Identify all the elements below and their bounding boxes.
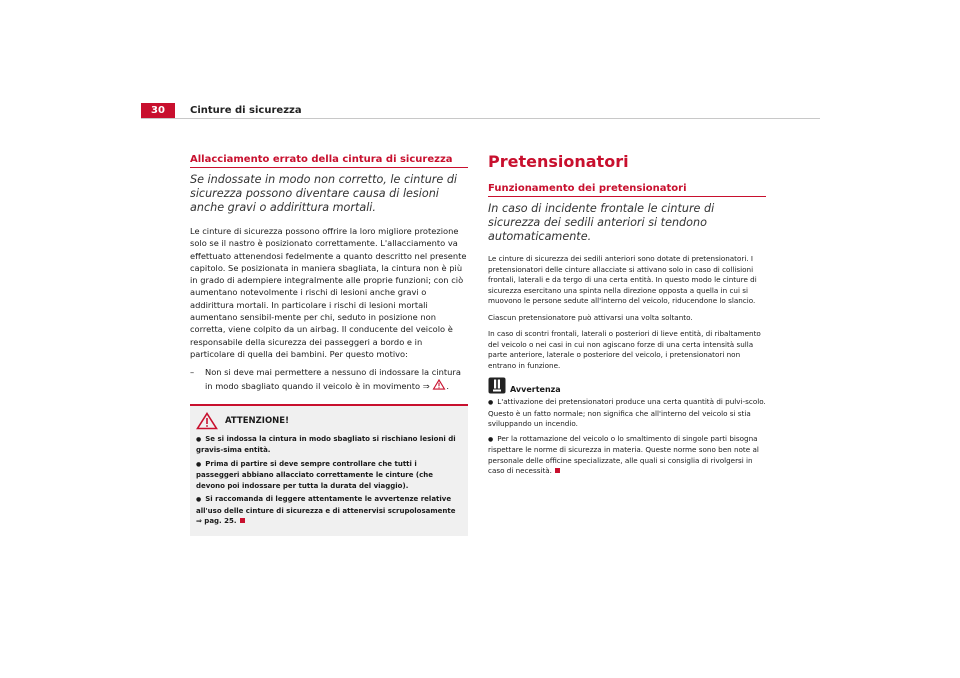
section-title-funzionamento: Funzionamento dei pretensionatori [488, 183, 766, 197]
note-label: Avvertenza [510, 385, 561, 394]
left-column [190, 154, 468, 536]
right-column [488, 154, 766, 481]
warning-item: ● Se si indossa la cintura in modo sbagliato si rischiano lesioni di gravis-sima entità. [196, 434, 456, 455]
warning-header [196, 412, 462, 430]
info-note-icon [488, 377, 506, 394]
chapter-title: Cinture di sicurezza [190, 105, 302, 116]
warning-item: ● Prima di partire si deve sempre controllare che tutti i passeggeri abbiano allacciato correttamente le cinture (che devono poi indossare per tutta la durata del viaggio). [196, 459, 433, 490]
note-header [488, 377, 766, 394]
section-title-allacciamento: Allacciamento errato della cintura di sicurezza [190, 154, 468, 168]
dash-item-text: Non si deve mai permettere a nessuno di indossare la cintura in modo sbagliato quando il veicolo è in movimento ⇒ [205, 367, 461, 391]
warning-item: ● Si raccomanda di leggere attentamente le avvertenze relative all'uso delle cinture di sicurezza e di attenervisi scrupolosamente ⇒ pag. 25. [196, 495, 456, 526]
note-item: ● Per la rottamazione del veicolo o lo smaltimento di singole parti bisogna rispettare le norme di sicurezza in materia. Queste norme sono ben note al personale delle officine specializzate, alle quali si consiglia di rivolgersi in caso di necessità. [488, 433, 759, 475]
body-paragraph: Le cinture di sicurezza possono offrire la loro migliore protezione solo se il nastro è posizionato correttamente. L'allacciamento va effettuato attenendosi fedelmente a quanto descritto nel presente capitolo. Se posizionata in maniera sbagliata, la cintura non è più in grado di adempiere integralmente alle proprie funzioni; con ciò aumentano notevolmente i rischi di lesioni anche gravi o addirittura mortali. In particolare i rischi di lesioni mortali aumentano sensibil-mente per chi, seduto in posizione non corretta, viene colpito da un airbag. Il conducente del veicolo è responsabile della sicurezza dei passeggeri a bordo e in particolare di quella dei bambini. Per questo motivo: [190, 226, 467, 359]
bullet: ● [488, 435, 494, 443]
body-paragraph: In caso di scontri frontali, laterali o posteriori di lieve entità, di ribaltamento del veicolo o nei casi in cui non agiscano forze di una certa intensità sulla parte anteriore, laterale o posteriore del veicolo, i pretensionatori non entrano in funzione. [488, 329, 761, 370]
bullet: ● [196, 460, 202, 468]
bullet: ● [488, 399, 494, 406]
warning-triangle-icon [196, 412, 218, 430]
section-intro: Se indossate in modo non corretto, le cinture di sicurezza possono diventare causa di lesioni anche gravi o addirittura mortali. [190, 173, 458, 214]
dash-marker: – [190, 367, 195, 378]
chapter-heading-pretensionatori: Pretensionatori [488, 152, 629, 171]
section-intro: In caso di incidente frontale le cinture di sicurezza dei sedili anteriori si tendono automaticamente. [488, 202, 715, 243]
warning-box [190, 404, 468, 536]
bullet: ● [196, 435, 202, 443]
page-number: 30 [141, 103, 175, 118]
dash-list-item: – Non si deve mai permettere a nessuno di indossare la cintura in modo sbagliato quando il veicolo è in movimento ⇒ . [190, 367, 461, 391]
bullet: ● [196, 496, 202, 504]
end-of-section-marker [240, 518, 245, 523]
end-of-section-marker [555, 468, 560, 473]
note-item: ● L'attivazione dei pretensionatori produce una certa quantità di pulvi-scolo. Questo è un fatto normale; non significa che all'interno del veicolo si stia sviluppando un incendio. [488, 397, 766, 428]
warning-label: ATTENZIONE! [225, 415, 289, 426]
body-paragraph: Le cinture di sicurezza dei sedili anteriori sono dotate di pretensionatori. I pretensionatori delle cinture allacciate si attivano solo in caso di collisioni frontali, laterali e da tergo di una certa entità. In questo modo le cinture di sicurezza esercitano una spinta nella direzione opposta a quella in cui si muovono le persone sedute all'interno del veicolo, riducendone lo slancio. [488, 254, 757, 305]
header-divider [141, 118, 820, 119]
warning-triangle-icon[interactable] [432, 379, 446, 390]
body-paragraph: Ciascun pretensionatore può attivarsi una volta soltanto. [488, 312, 693, 322]
